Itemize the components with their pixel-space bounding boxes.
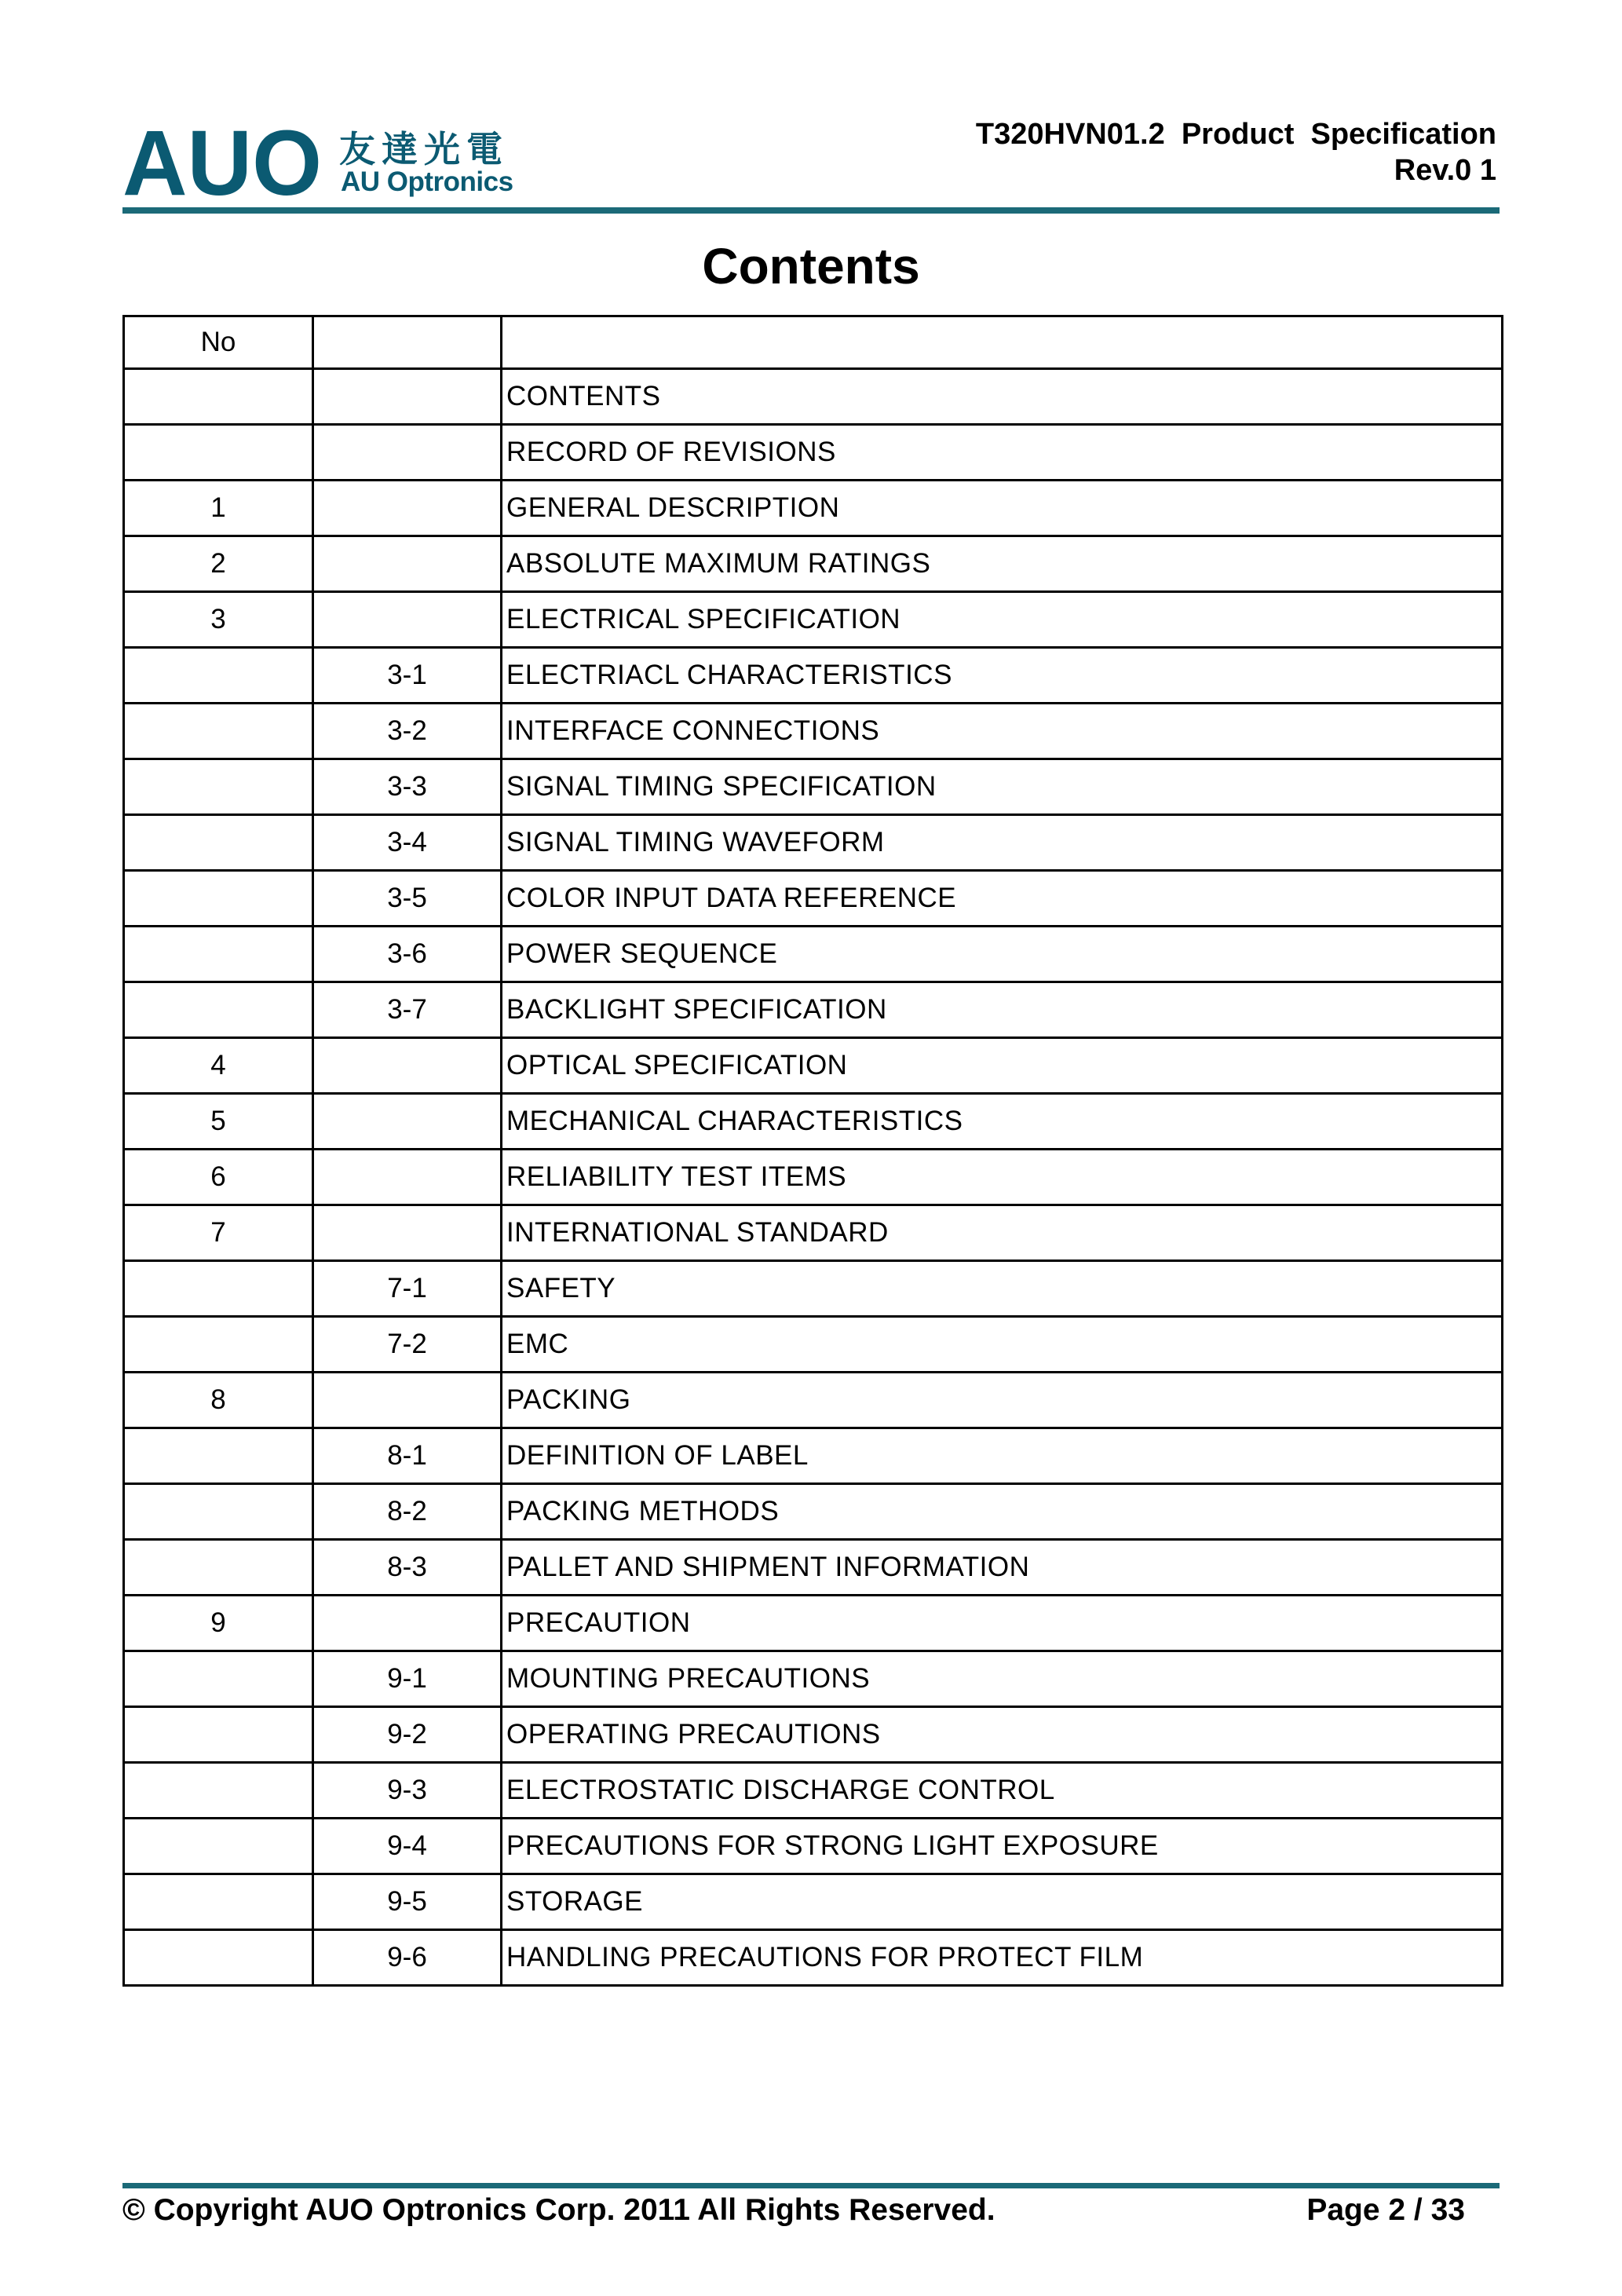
row-title: PRECAUTIONS FOR STRONG LIGHT EXPOSURE <box>502 1819 1503 1874</box>
row-subsection: 8-3 <box>313 1540 502 1596</box>
row-subsection: 3-5 <box>313 871 502 927</box>
row-number <box>124 927 313 982</box>
row-title: ELECTRIACL CHARACTERISTICS <box>502 648 1503 704</box>
table-row <box>124 982 1503 1038</box>
table-row <box>124 1930 1503 1986</box>
row-title: INTERNATIONAL STANDARD <box>502 1205 1503 1261</box>
document-header-info <box>976 116 1496 188</box>
table-row <box>124 1038 1503 1094</box>
header-sub <box>313 316 502 369</box>
row-number: 5 <box>124 1094 313 1150</box>
contents-table <box>122 315 1503 1987</box>
table-row <box>124 1874 1503 1930</box>
row-subsection <box>313 425 502 481</box>
row-title: PRECAUTION <box>502 1596 1503 1651</box>
row-number <box>124 1484 313 1540</box>
header-divider <box>122 207 1500 214</box>
row-number <box>124 648 313 704</box>
row-subsection <box>313 1205 502 1261</box>
row-title: RECORD OF REVISIONS <box>502 425 1503 481</box>
row-title: ELECTRICAL SPECIFICATION <box>502 592 1503 648</box>
row-title: PACKING <box>502 1373 1503 1428</box>
row-subsection: 3-6 <box>313 927 502 982</box>
row-title: CONTENTS <box>502 369 1503 425</box>
row-number <box>124 982 313 1038</box>
table-row <box>124 1540 1503 1596</box>
row-number <box>124 1317 313 1373</box>
row-number <box>124 369 313 425</box>
table-row <box>124 1094 1503 1150</box>
row-number <box>124 425 313 481</box>
footer-divider <box>122 2183 1500 2188</box>
row-title: OPTICAL SPECIFICATION <box>502 1038 1503 1094</box>
table-row <box>124 1317 1503 1373</box>
row-number: 1 <box>124 481 313 536</box>
table-row <box>124 592 1503 648</box>
row-number <box>124 871 313 927</box>
row-number: 8 <box>124 1373 313 1428</box>
row-number <box>124 1874 313 1930</box>
row-title: DEFINITION OF LABEL <box>502 1428 1503 1484</box>
row-title: OPERATING PRECAUTIONS <box>502 1707 1503 1763</box>
logo-english-name: AU Optronics <box>341 166 513 197</box>
row-number <box>124 1261 313 1317</box>
row-subsection: 9-3 <box>313 1763 502 1819</box>
row-number <box>124 1707 313 1763</box>
table-row <box>124 1484 1503 1540</box>
table-row <box>124 1150 1503 1205</box>
row-title: RELIABILITY TEST ITEMS <box>502 1150 1503 1205</box>
row-title: POWER SEQUENCE <box>502 927 1503 982</box>
row-number <box>124 704 313 759</box>
table-row <box>124 1373 1503 1428</box>
row-subsection <box>313 1373 502 1428</box>
row-title: BACKLIGHT SPECIFICATION <box>502 982 1503 1038</box>
row-number: 2 <box>124 536 313 592</box>
revision-label: Rev.0 1 <box>1394 154 1496 187</box>
row-number <box>124 1819 313 1874</box>
row-subsection: 9-6 <box>313 1930 502 1986</box>
row-subsection <box>313 369 502 425</box>
table-row <box>124 1261 1503 1317</box>
row-subsection <box>313 536 502 592</box>
row-subsection <box>313 1038 502 1094</box>
row-subsection: 8-2 <box>313 1484 502 1540</box>
page-title: Contents <box>702 238 920 294</box>
row-number <box>124 1651 313 1707</box>
row-subsection: 9-4 <box>313 1819 502 1874</box>
row-subsection: 3-4 <box>313 815 502 871</box>
row-subsection <box>313 1596 502 1651</box>
row-title: PACKING METHODS <box>502 1484 1503 1540</box>
row-title: SIGNAL TIMING WAVEFORM <box>502 815 1503 871</box>
row-subsection: 3-7 <box>313 982 502 1038</box>
header-title <box>502 316 1503 369</box>
row-number <box>124 1540 313 1596</box>
table-row <box>124 759 1503 815</box>
row-number: 6 <box>124 1150 313 1205</box>
row-title: EMC <box>502 1317 1503 1373</box>
row-number: 4 <box>124 1038 313 1094</box>
company-logo <box>122 118 513 204</box>
logo-chinese-name: 友達光電 <box>339 128 509 170</box>
row-title: SAFETY <box>502 1261 1503 1317</box>
row-title: PALLET AND SHIPMENT INFORMATION <box>502 1540 1503 1596</box>
table-row <box>124 648 1503 704</box>
row-number <box>124 1930 313 1986</box>
auo-logo-icon <box>122 124 323 203</box>
row-subsection: 7-2 <box>313 1317 502 1373</box>
table-row <box>124 815 1503 871</box>
row-title: GENERAL DESCRIPTION <box>502 481 1503 536</box>
table-row <box>124 425 1503 481</box>
page-number: Page 2 / 33 <box>1306 2193 1465 2227</box>
row-subsection: 3-2 <box>313 704 502 759</box>
table-row <box>124 1651 1503 1707</box>
row-title: MECHANICAL CHARACTERISTICS <box>502 1094 1503 1150</box>
table-row <box>124 1205 1503 1261</box>
row-title: ABSOLUTE MAXIMUM RATINGS <box>502 536 1503 592</box>
row-title: INTERFACE CONNECTIONS <box>502 704 1503 759</box>
table-row <box>124 481 1503 536</box>
row-title: HANDLING PRECAUTIONS FOR PROTECT FILM <box>502 1930 1503 1986</box>
row-subsection <box>313 481 502 536</box>
row-title: ELECTROSTATIC DISCHARGE CONTROL <box>502 1763 1503 1819</box>
row-number: 9 <box>124 1596 313 1651</box>
row-subsection: 7-1 <box>313 1261 502 1317</box>
row-subsection <box>313 592 502 648</box>
table-row <box>124 1428 1503 1484</box>
row-number: 7 <box>124 1205 313 1261</box>
copyright-notice: © Copyright AUO Optronics Corp. 2011 All Rights Reserved. <box>122 2193 995 2227</box>
row-number: 3 <box>124 592 313 648</box>
header-no: No <box>124 316 313 369</box>
table-row <box>124 1763 1503 1819</box>
product-title: T320HVN01.2 Product Specification <box>975 118 1496 151</box>
row-subsection: 3-3 <box>313 759 502 815</box>
row-title: SIGNAL TIMING SPECIFICATION <box>502 759 1503 815</box>
row-title: MOUNTING PRECAUTIONS <box>502 1651 1503 1707</box>
table-header-row <box>124 316 1503 369</box>
row-number <box>124 759 313 815</box>
row-subsection: 9-5 <box>313 1874 502 1930</box>
row-subsection <box>313 1150 502 1205</box>
row-subsection: 3-1 <box>313 648 502 704</box>
row-subsection: 9-2 <box>313 1707 502 1763</box>
row-number <box>124 1428 313 1484</box>
row-number <box>124 815 313 871</box>
row-number <box>124 1763 313 1819</box>
table-row <box>124 536 1503 592</box>
table-row <box>124 1819 1503 1874</box>
table-row <box>124 1596 1503 1651</box>
table-row <box>124 871 1503 927</box>
row-title: COLOR INPUT DATA REFERENCE <box>502 871 1503 927</box>
row-title: STORAGE <box>502 1874 1503 1930</box>
row-subsection: 9-1 <box>313 1651 502 1707</box>
table-row <box>124 927 1503 982</box>
table-row <box>124 704 1503 759</box>
table-row <box>124 1707 1503 1763</box>
svg-text:AUO: AUO <box>122 124 322 203</box>
table-row <box>124 369 1503 425</box>
row-subsection: 8-1 <box>313 1428 502 1484</box>
row-subsection <box>313 1094 502 1150</box>
